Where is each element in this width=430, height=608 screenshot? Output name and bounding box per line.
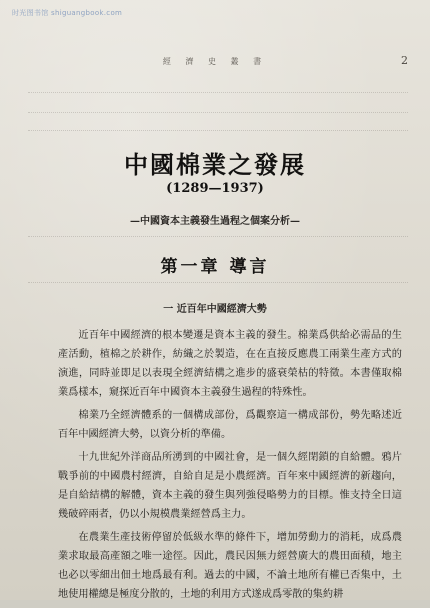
paragraph: 十九世紀外洋商品所湧到的中國社會，是一個久經閉鎖的自給體。鴉片戰爭前的中國農村經濟，自給自足是小農經濟。百年來中國經濟的新趨向，是自給結構的解體，資本主義的發生與列強侵略勢力的目標。惟支持全日這幾破碎兩者，仍以小規模農業經營爲主力。 [58, 452, 402, 520]
book-title: 中國棉業之發展 [124, 150, 306, 179]
paragraph: 在農業生產技術停留於低級水準的條件下，增加勞動力的消耗，成爲農業求取最高產額之唯一途徑。因此，農民因無力經營廣大的農田面積，地主也必以零細出佃土地爲最有利。過去的中國，不論土地所有權已否集中，土地使用權總是極度分散的，土地的利用方式遂成爲零散的集約耕 [58, 532, 402, 600]
chapter-heading: 第一章 導言 [160, 257, 270, 277]
show-through-line [28, 92, 408, 94]
watermark: 时光图书馆 shiguangbook.com [12, 9, 123, 17]
show-through-line [28, 282, 408, 284]
body-text [58, 326, 402, 608]
show-through-line [28, 236, 408, 238]
section-heading: 一 近百年中國經濟大勢 [163, 304, 267, 315]
show-through-line [28, 112, 408, 114]
book-subtitle: —中國資本主義發生過程之個案分析— [130, 216, 300, 227]
title-years: (1289—1937) [166, 181, 264, 196]
paragraph: 棉業乃全經濟體系的一個構成部份，爲觀察這一構成部份，勢先略述近百年中國經濟大勢，以資分析的準備。 [58, 410, 402, 440]
paragraph: 近百年中國經濟的根本變遷是資本主義的發生。棉業爲供給必需品的生產活動，植棉之於耕作，紡織之於製造，在在直接反應農工兩業生產方式的演進，同時並即足以表現全經濟結構之進步的盛衰榮枯的特徵。本書僅取棉業爲樣本，窺探近百年中國資本主義發生過程的特殊性。 [58, 330, 402, 398]
show-through-line [28, 130, 408, 132]
running-head: 經 濟 史 叢 書 [162, 57, 268, 66]
page-number: 2 [401, 54, 408, 67]
